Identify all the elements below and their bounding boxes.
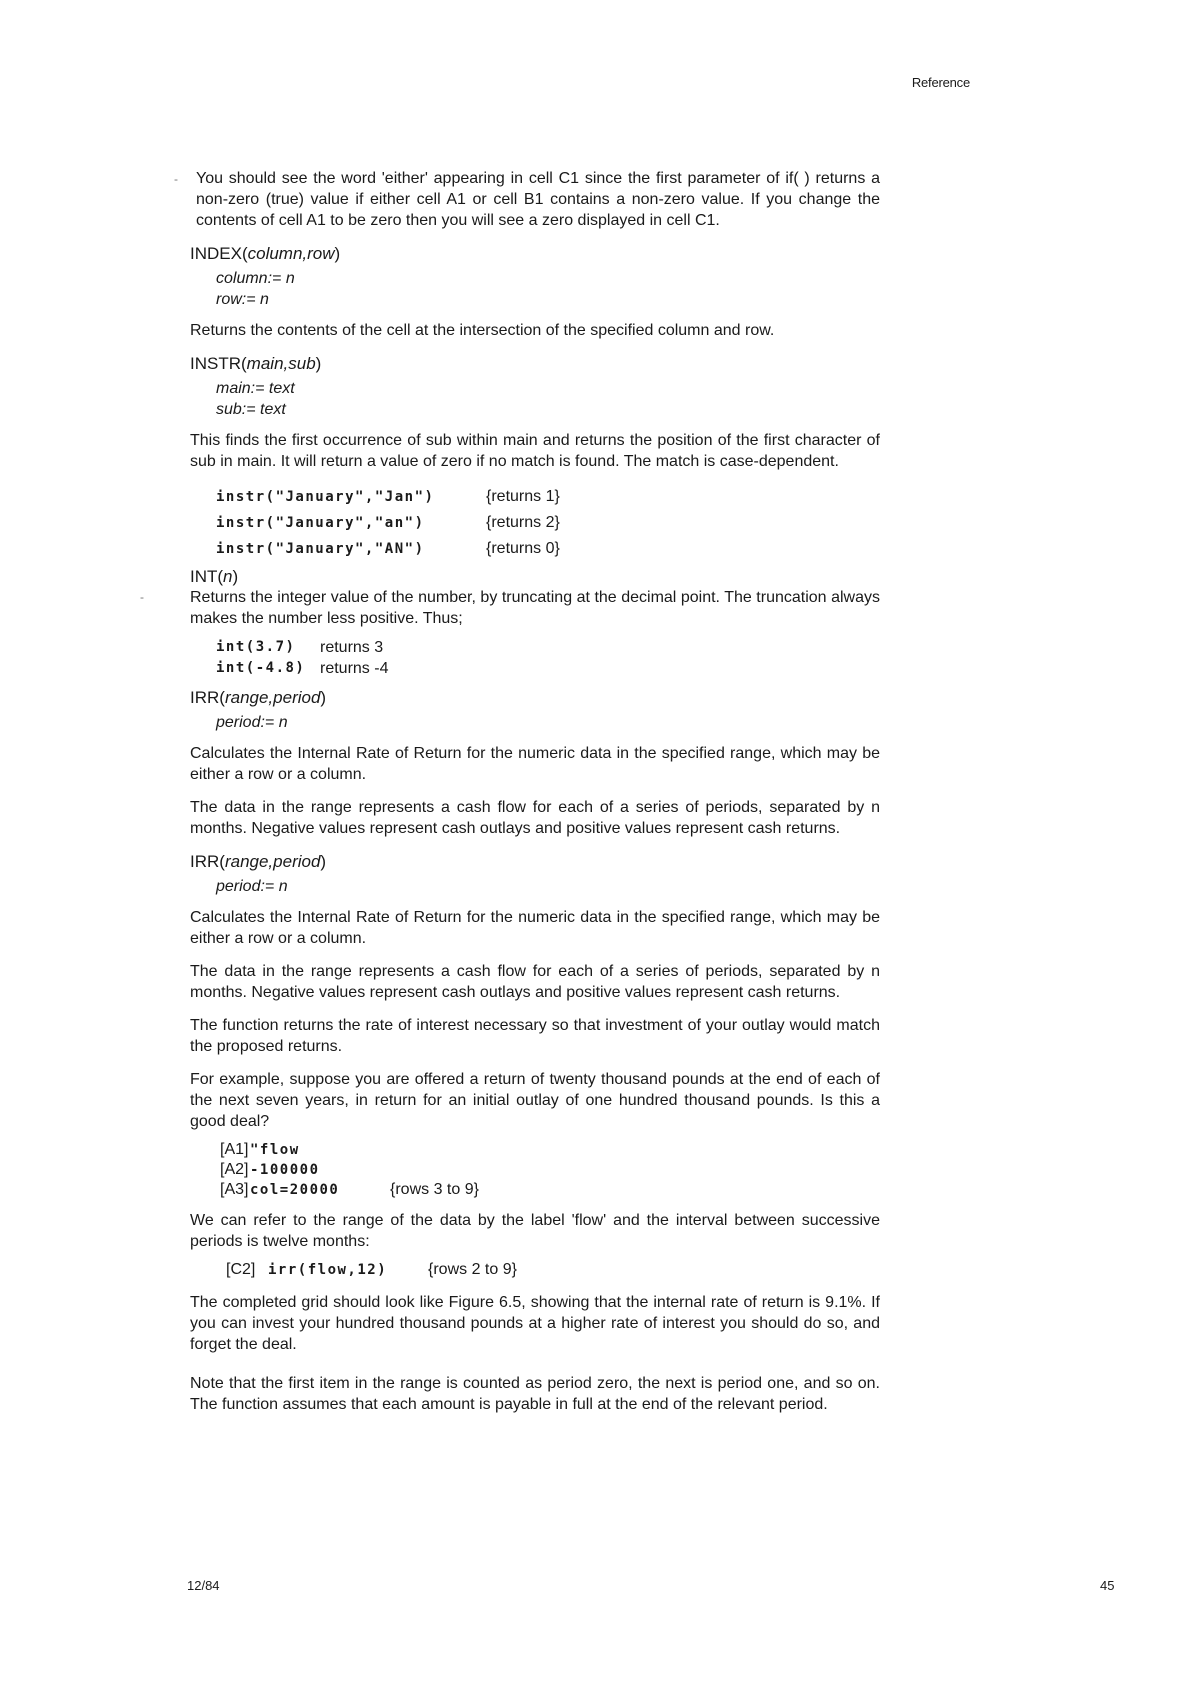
function-description: The completed grid should look like Figure 6.5, showing that the internal rate of return is 9.1%. If you can invest your hundred thousand pounds at a higher rate of interest you should do so, and forget the deal. (190, 1294, 880, 1353)
param-line: period:= n (216, 714, 288, 731)
function-heading-instr: INSTR(main,sub) (190, 354, 322, 373)
grid-entry: [A2] -100000 (220, 1161, 320, 1178)
grid-entry: [A3] col=20000 {rows 3 to 9} (220, 1181, 479, 1198)
function-heading-irr: IRR(range,period) (190, 852, 327, 871)
grid-example (190, 1140, 880, 1200)
function-description: For example, suppose you are offered a return of twenty thousand pounds at the end of each of the next seven years, in return for an initial outlay of one hundred thousand pounds. Is this a good deal? (190, 1071, 880, 1130)
code-examples (190, 637, 880, 679)
param-line: column:= n (216, 270, 295, 287)
function-description: Returns the contents of the cell at the intersection of the specified column and row. (190, 322, 775, 339)
function-description: The data in the range represents a cash flow for each of a series of periods, separated by n months. Negative values represent cash outlays and positive values represent cash returns. (190, 963, 880, 1001)
code-example: int(3.7) returns 3 (216, 639, 384, 656)
param-line: main:= text (216, 380, 295, 397)
grid-entry: [C2] irr(flow,12) {rows 2 to 9} (226, 1261, 517, 1278)
footer-date: 12/84 (187, 1578, 220, 1593)
code-example: instr("January","AN") {returns 0} (216, 540, 560, 557)
function-heading-irr: IRR(range,period) (190, 688, 327, 707)
grid-entry: [A1] "flow (220, 1141, 300, 1158)
page-number: 45 (1100, 1578, 1115, 1593)
function-description: Calculates the Internal Rate of Return for the numeric data in the specified range, which may be either a row or a column. (190, 909, 880, 947)
function-description: The data in the range represents a cash flow for each of a series of periods, separated by n months. Negative values represent cash outlays and positive values represent cash returns. (190, 799, 880, 837)
function-description: We can refer to the range of the data by the label 'flow' and the interval between successive periods is twelve months: (190, 1212, 880, 1250)
function-description: Returns the integer value of the number, by truncating at the decimal point. The truncation always makes the number less positive. Thus; (190, 589, 880, 627)
margin-mark: - (140, 590, 144, 604)
page-body (190, 168, 880, 1427)
function-description: This finds the first occurrence of sub within main and returns the position of the first character of sub in main. It will return a value of zero if no match is found. The match is case-dependent. (190, 432, 880, 470)
code-example: instr("January","an") {returns 2} (216, 514, 560, 531)
function-heading-index: INDEX(column,row) (190, 244, 341, 263)
function-description: Calculates the Internal Rate of Return for the numeric data in the specified range, which may be either a row or a column. (190, 745, 880, 783)
function-description: The function returns the rate of interest necessary so that investment of your outlay would match the proposed returns. (190, 1017, 880, 1055)
param-line: sub:= text (216, 401, 286, 418)
code-examples (190, 484, 880, 562)
margin-mark: - (174, 172, 178, 186)
param-line: period:= n (216, 878, 288, 895)
function-heading-int: INT(n) (190, 567, 239, 586)
code-example: instr("January","Jan") {returns 1} (216, 488, 560, 505)
param-line: row:= n (216, 291, 269, 308)
running-head: Reference (911, 75, 970, 90)
code-example: int(-4.8) returns -4 (216, 660, 389, 677)
function-description: Note that the first item in the range is counted as period zero, the next is period one, and so on. The function assumes that each amount is payable in full at the end of the relevant period. (190, 1375, 880, 1413)
intro-paragraph: You should see the word 'either' appearing in cell C1 since the first parameter of if( ) returns a non-zero (true) value if either cell A1 or cell B1 contains a non-zero value. If you change the contents of cell A1 to be zero then you will see a zero displayed in cell C1. (196, 170, 880, 229)
